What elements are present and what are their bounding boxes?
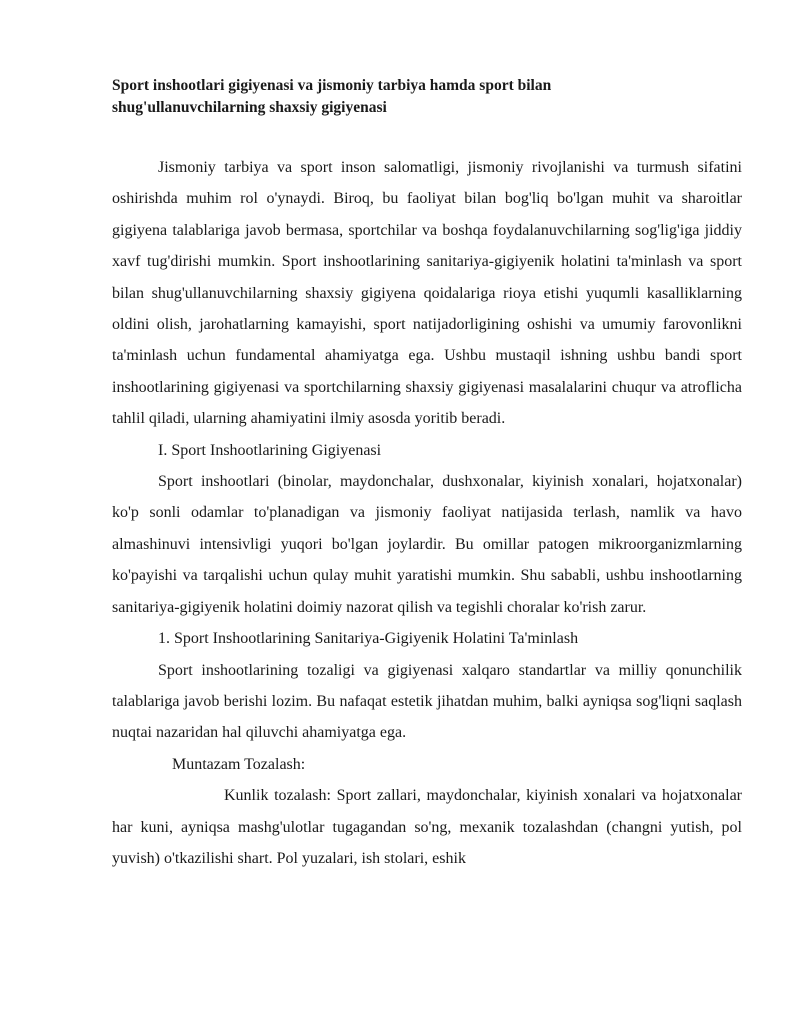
body-paragraph: Sport inshootlarining tozaligi va gigiyenasi xalqaro standartlar va milliy qonunchilik talablariga javob berishi lozim. Bu nafaqat estetik jihatdan muhim, balki ayniqsa sog'liqni saqlash nuqtai nazaridan hal qiluvchi ahamiyatga ega. <box>112 661 742 742</box>
title-line-1: Sport inshootlari gigiyenasi va jismoniy tarbiya hamda sport bilan <box>112 77 552 94</box>
intro-paragraph: Jismoniy tarbiya va sport inson salomatligi, jismoniy rivojlanishi va turmush sifatini oshirishda muhim rol o'ynaydi. Biroq, bu faoliyat bilan bog'liq bo'lgan muhit va sharoitlar gigiyena talablariga javob bermasa, sportchilar va boshqa foydalanuvchilarning sog'lig'iga jiddiy xavf tug'dirishi mumkin. Sport inshootlarining sanitariya-gigiyenik holatini ta'minlash va sport bilan shug'ullanuvchilarning shaxsiy gigiyena qoidalariga rioya etishi yuqumli kasalliklarning oldini olish, jarohatlarning kamayishi, sport natijadorligining oshishi va umumiy farovonlikni ta'minlash uchun fundamental ahamiyatga ega. Ushbu mustaqil ishning ushbu bandi sport inshootlarining gigiyenasi va sportchilarning shaxsiy gigiyenasi masalalarini chuqur va atroflicha tahlil qiladi, ularning ahamiyatini ilmiy asosda yoritib beradi. <box>112 159 742 428</box>
document-body <box>112 152 742 874</box>
title-line-2: shug'ullanuvchilarning shaxsiy gigiyenasi <box>112 99 387 116</box>
list-item: Kunlik tozalash: Sport zallari, maydonchalar, kiyinish xonalari va hojatxonalar har kuni, ayniqsa mashg'ulotlar tugagandan so'ng, mexanik tozalashdan (changni yutish, pol yuvish) o'tkazilishi shart. Pol yuzalari, ish stolari, eshik <box>112 787 742 867</box>
list-heading: Muntazam Tozalash: <box>172 755 306 773</box>
section-heading: I. Sport Inshootlarining Gigiyenasi <box>158 441 382 459</box>
body-paragraph: Sport inshootlari (binolar, maydonchalar, dushxonalar, kiyinish xonalari, hojatxonalar) ko'p sonli odamlar to'planadigan va jismoniy faoliyat natijasida terlash, namlik va havo almashinuvi intensivligi yuqori bo'lgan joylardir. Bu omillar patogen mikroorganizmlarning ko'payishi va tarqalishi uchun qulay muhit yaratishi mumkin. Shu sababli, ushbu inshootlarning sanitariya-gigiyenik holatini doimiy nazorat qilish va tegishli choralar ko'rish zarur. <box>112 473 742 616</box>
document-title <box>112 75 732 119</box>
subsection-heading: 1. Sport Inshootlarining Sanitariya-Gigiyenik Holatini Ta'minlash <box>158 630 579 648</box>
